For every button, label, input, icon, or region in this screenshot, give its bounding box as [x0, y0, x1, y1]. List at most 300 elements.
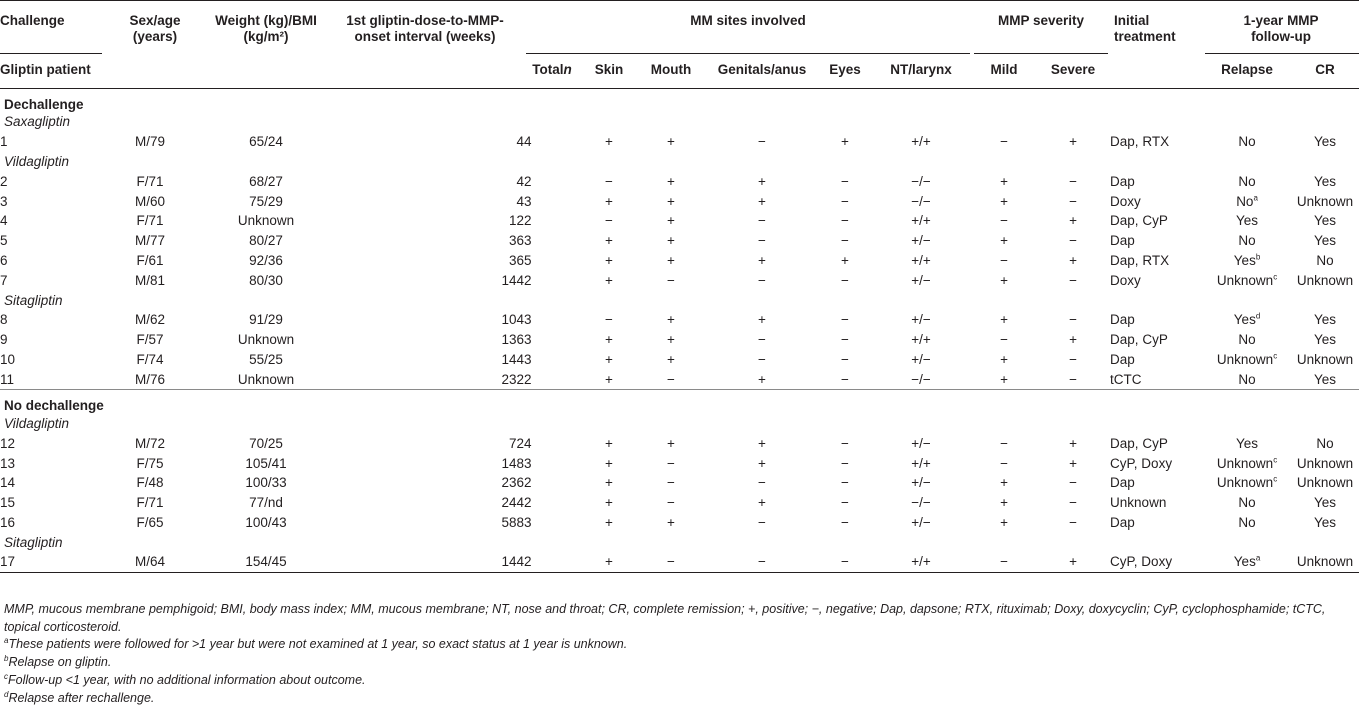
cell-initial-treatment: Dap, RTX	[1110, 252, 1170, 268]
cell-skin: +	[580, 370, 638, 390]
cell-mouth: +	[667, 134, 675, 150]
cell-patient-id: 13	[0, 455, 16, 471]
cell-initial-treatment: Doxy	[1110, 193, 1141, 209]
cell-relapse	[1203, 231, 1291, 251]
cell-severe: +	[1069, 134, 1077, 150]
cell-sex-age: F/71	[136, 495, 164, 511]
cell-mild: +	[1000, 193, 1008, 209]
table-header	[0, 1, 1359, 89]
cell-patient-id: 1	[0, 134, 8, 150]
cell-relapse	[1203, 434, 1291, 454]
cell-initial-treatment: CyP, Doxy	[1110, 455, 1173, 471]
footnote-marker: b	[1255, 252, 1261, 262]
header-nt-larynx: NT/larynx	[890, 62, 952, 77]
cell-eyes: −	[841, 475, 849, 491]
footnote-marker: c	[1273, 272, 1278, 282]
cell-mild: −	[1000, 213, 1008, 229]
relapse-value: Yes	[1233, 312, 1256, 328]
cell-patient-id: 10	[0, 351, 16, 367]
footnote-text: Relapse after rechallenge.	[8, 690, 155, 705]
relapse-value: No	[1238, 173, 1256, 189]
cell-skin: +	[605, 515, 613, 531]
cell-genitals: −	[758, 233, 766, 249]
cell-relapse	[1203, 310, 1291, 330]
cell-mouth: −	[667, 475, 675, 491]
cell-sex-age: M/62	[134, 312, 165, 328]
cell-total-n: 4	[524, 134, 532, 150]
cell-interval: 244	[501, 495, 524, 511]
table-row	[0, 330, 1359, 350]
table-row	[0, 192, 1359, 212]
cell-interval: 12	[508, 213, 524, 229]
footnote	[4, 636, 1354, 654]
section-title: Dechallenge	[4, 96, 84, 112]
header-mild: Mild	[990, 62, 1018, 77]
cell-interval: 4	[516, 193, 524, 209]
cell-nt-larynx: +/−	[911, 272, 931, 288]
footnote	[4, 654, 1354, 672]
cell-mouth: +	[667, 233, 675, 249]
header-skin: Skin	[594, 62, 624, 77]
cell-mild: +	[1000, 351, 1008, 367]
cell-mouth: +	[667, 193, 675, 209]
cell-nt-larynx: +/+	[911, 213, 931, 229]
cell-mouth: +	[667, 213, 675, 229]
relapse-value: Yes	[1236, 213, 1259, 229]
header-challenge: Challenge	[0, 1, 104, 55]
cell-severe: −	[1069, 272, 1077, 288]
cell-nt-larynx: +/+	[911, 332, 931, 348]
header-genitals: Genitals/anus	[717, 62, 807, 77]
cell-nt-larynx: +/−	[911, 351, 931, 367]
cell-initial-treatment: tCTC	[1110, 370, 1203, 390]
section-row	[0, 88, 1359, 113]
cell-sex-age: M/77	[134, 233, 165, 249]
cell-cr: Unknown	[1291, 553, 1359, 573]
cell-eyes: −	[841, 173, 849, 189]
cell-mouth: −	[667, 495, 675, 511]
cell-genitals: +	[758, 173, 766, 189]
cell-cr: Unknown	[1296, 272, 1354, 288]
cell-skin: +	[605, 233, 613, 249]
cell-weight-bmi: Unknown	[237, 213, 295, 229]
cell-total-n: 2	[524, 272, 532, 288]
cell-severe: +	[1069, 435, 1077, 451]
relapse-value: No	[1238, 371, 1256, 387]
cell-patient-id: 6	[0, 252, 8, 268]
cell-nt-larynx: +/−	[911, 435, 931, 451]
footnote-mark: c	[4, 671, 8, 681]
cell-patient-id: 3	[0, 193, 8, 209]
footnote-marker: c	[1273, 351, 1278, 361]
cell-relapse	[1203, 513, 1291, 533]
cell-relapse	[1203, 493, 1291, 513]
footnote-marker: d	[1255, 311, 1261, 321]
cell-mouth: +	[667, 351, 675, 367]
cell-genitals: −	[758, 475, 766, 491]
cell-relapse	[1203, 172, 1291, 192]
cell-mouth: +	[667, 515, 675, 531]
cell-nt-larynx: −/−	[870, 370, 972, 390]
cell-cr: Yes	[1314, 515, 1337, 531]
cell-relapse	[1203, 553, 1291, 573]
cell-severe: −	[1069, 495, 1077, 511]
cell-sex-age: M/64	[104, 553, 196, 573]
cell-mild: −	[1000, 134, 1008, 150]
cell-interval: 36	[508, 252, 524, 268]
cell-mouth: −	[667, 455, 675, 471]
cell-eyes: +	[841, 134, 849, 150]
cell-total-n: 2	[524, 553, 580, 573]
cell-mouth: +	[667, 173, 675, 189]
cell-mild: +	[1000, 475, 1008, 491]
table-row	[0, 454, 1359, 474]
cell-nt-larynx: +/−	[911, 475, 931, 491]
table-row	[0, 231, 1359, 251]
cell-weight-bmi: 70/25	[249, 435, 283, 451]
cell-mild: +	[1000, 515, 1008, 531]
cell-weight-bmi: 80/27	[249, 233, 283, 249]
relapse-value: Yes	[1233, 252, 1256, 268]
cell-total-n: 2	[524, 213, 532, 229]
cell-skin: +	[605, 455, 613, 471]
cell-severe: −	[1069, 351, 1077, 367]
cell-eyes: −	[820, 370, 870, 390]
relapse-value: Yes	[1233, 554, 1256, 570]
header-cr: CR	[1315, 62, 1335, 77]
table-row	[0, 493, 1359, 513]
header-initial-treatment: Initial treatment	[1114, 13, 1176, 44]
cell-initial-treatment: Dap	[1110, 233, 1135, 249]
cell-initial-treatment: Dap	[1110, 312, 1135, 328]
header-total-n: Totaln	[532, 62, 572, 77]
cell-weight-bmi: 100/43	[245, 515, 287, 531]
cell-sex-age: M/79	[134, 134, 165, 150]
cell-mouth: +	[667, 332, 675, 348]
cell-cr: Unknown	[1296, 351, 1354, 367]
footnote-marker: c	[1273, 474, 1278, 484]
table-row	[0, 434, 1359, 454]
relapse-value: No	[1238, 515, 1256, 531]
drug-name: Vildagliptin	[4, 416, 70, 432]
cell-patient-id: 14	[0, 475, 16, 491]
relapse-value: Unknown	[1216, 455, 1274, 471]
cell-interval: 4	[516, 173, 524, 189]
cell-eyes: −	[841, 193, 849, 209]
cell-sex-age: M/81	[134, 272, 165, 288]
cell-sex-age: M/76	[104, 370, 196, 390]
cell-relapse	[1203, 350, 1291, 370]
cell-patient-id: 15	[0, 495, 16, 511]
cell-eyes: −	[841, 272, 849, 288]
cell-interval: 236	[501, 475, 524, 491]
cell-weight-bmi: 80/30	[249, 272, 283, 288]
cell-weight-bmi: 91/29	[249, 312, 283, 328]
table-row	[0, 513, 1359, 533]
cell-genitals: +	[758, 495, 766, 511]
cell-patient-id: 2	[0, 173, 8, 189]
cell-severe: +	[1036, 553, 1110, 573]
drug-name: Vildagliptin	[4, 153, 70, 169]
cell-nt-larynx: +/+	[911, 455, 931, 471]
cell-initial-treatment: Dap	[1110, 475, 1135, 491]
cell-initial-treatment: Dap, RTX	[1110, 134, 1170, 150]
cell-skin: −	[605, 312, 613, 328]
cell-skin: +	[605, 193, 613, 209]
cell-relapse	[1203, 271, 1291, 291]
header-sex-age: Sex/age (years)	[129, 13, 181, 44]
cell-severe: −	[1036, 370, 1110, 390]
cell-cr: Yes	[1314, 134, 1337, 150]
cell-cr: No	[1316, 435, 1334, 451]
cell-relapse	[1203, 370, 1291, 390]
cell-relapse	[1203, 251, 1291, 271]
cell-nt-larynx: +/+	[911, 252, 931, 268]
cell-mild: +	[972, 370, 1036, 390]
header-eyes: Eyes	[829, 62, 861, 77]
cell-weight-bmi: 105/41	[245, 455, 287, 471]
cell-nt-larynx: +/−	[911, 515, 931, 531]
cell-eyes: −	[841, 455, 849, 471]
cell-nt-larynx: −/−	[911, 193, 931, 209]
header-severity: MMP severity	[972, 1, 1110, 55]
relapse-value: No	[1238, 332, 1256, 348]
relapse-value: Unknown	[1216, 351, 1274, 367]
cell-mild: −	[1000, 435, 1008, 451]
cell-severe: −	[1069, 173, 1077, 189]
cell-eyes: −	[841, 213, 849, 229]
cell-nt-larynx: −/−	[911, 173, 931, 189]
drug-group-row	[0, 414, 1359, 434]
cell-skin: +	[605, 495, 613, 511]
cell-total-n: 3	[524, 515, 532, 531]
cell-interval: 136	[501, 332, 524, 348]
table-row	[0, 310, 1359, 330]
table-footnotes	[4, 601, 1354, 707]
cell-initial-treatment: Doxy	[1110, 272, 1141, 288]
cell-relapse	[1203, 211, 1291, 231]
drug-group-row	[0, 152, 1359, 172]
cell-skin: +	[580, 553, 638, 573]
cell-genitals: −	[704, 553, 820, 573]
cell-severe: −	[1069, 312, 1077, 328]
cell-cr: Yes	[1291, 370, 1359, 390]
abbreviations-note: MMP, mucous membrane pemphigoid; BMI, body mass index; MM, mucous membrane; NT, nose and throat; CR, complete remission; +, positive; −, negative; Dap, dapsone; RTX, rituximab; Doxy, doxycyclin; CyP, cyclophosphamide; tCTC, topical corticosteroid.	[4, 602, 1326, 634]
footnote-text: These patients were followed for >1 year but were not examined at 1 year, so exact status at 1 year is unknown.	[8, 637, 628, 652]
cell-cr: Yes	[1314, 233, 1337, 249]
cell-mild: −	[1000, 252, 1008, 268]
cell-cr: Yes	[1314, 312, 1337, 328]
table-row	[0, 271, 1359, 291]
cell-initial-treatment: Dap	[1110, 351, 1135, 367]
footnote-marker: c	[1273, 455, 1278, 465]
cell-total-n: 3	[524, 332, 532, 348]
drug-name: Sitagliptin	[4, 292, 63, 308]
cell-cr: No	[1316, 252, 1334, 268]
footnote-text: Follow-up <1 year, with no additional information about outcome.	[8, 672, 366, 687]
cell-genitals: +	[758, 193, 766, 209]
cell-genitals: −	[758, 272, 766, 288]
cell-sex-age: F/74	[136, 351, 164, 367]
footnote-marker: a	[1253, 193, 1258, 203]
cell-cr: Unknown	[1296, 193, 1354, 209]
cell-relapse	[1203, 330, 1291, 350]
relapse-value: No	[1238, 495, 1256, 511]
relapse-value: Unknown	[1216, 272, 1274, 288]
cell-severe: −	[1069, 475, 1077, 491]
cell-total-n: 2	[524, 173, 532, 189]
cell-total-n: 3	[524, 455, 532, 471]
cell-interval: 144	[501, 272, 524, 288]
cell-sex-age: F/75	[136, 455, 164, 471]
cell-total-n: 2	[524, 495, 532, 511]
cell-eyes: −	[820, 553, 870, 573]
cell-total-n: 3	[524, 312, 532, 328]
cell-eyes: −	[841, 332, 849, 348]
cell-skin: +	[605, 332, 613, 348]
header-relapse: Relapse	[1221, 62, 1273, 77]
table-row	[0, 251, 1359, 271]
header-mouth: Mouth	[650, 62, 692, 77]
cell-patient-id: 16	[0, 515, 16, 531]
cell-relapse	[1203, 474, 1291, 494]
table-row	[0, 350, 1359, 370]
cell-mild: +	[1000, 312, 1008, 328]
cell-total-n: 2	[524, 370, 580, 390]
table-row	[0, 553, 1359, 573]
cell-severe: +	[1069, 332, 1077, 348]
cell-sex-age: M/72	[134, 435, 165, 451]
relapse-value: No	[1238, 233, 1256, 249]
cell-eyes: −	[841, 351, 849, 367]
cell-patient-id: 17	[0, 553, 104, 573]
table-row	[0, 370, 1359, 390]
cell-mild: −	[1000, 455, 1008, 471]
footnote-mark: a	[4, 636, 9, 646]
cell-genitals: −	[758, 332, 766, 348]
cell-patient-id: 11	[0, 370, 104, 390]
cell-severe: +	[1069, 213, 1077, 229]
cell-sex-age: F/48	[136, 475, 164, 491]
cell-weight-bmi: 154/45	[196, 553, 336, 573]
drug-group-row	[0, 291, 1359, 311]
cell-eyes: −	[841, 233, 849, 249]
header-severe: Severe	[1050, 62, 1096, 77]
cell-patient-id: 5	[0, 233, 8, 249]
cell-skin: +	[605, 351, 613, 367]
cell-skin: +	[605, 475, 613, 491]
cell-mouth: −	[638, 553, 704, 573]
cell-cr: Unknown	[1296, 475, 1354, 491]
cell-eyes: −	[841, 312, 849, 328]
drug-group-row	[0, 113, 1359, 133]
cell-total-n: 3	[524, 233, 532, 249]
cell-weight-bmi: 68/27	[249, 173, 283, 189]
cell-mouth: +	[667, 252, 675, 268]
cell-sex-age: M/60	[134, 193, 165, 209]
cell-genitals: −	[758, 515, 766, 531]
cell-skin: +	[605, 435, 613, 451]
footnote-marker: a	[1255, 553, 1261, 563]
relapse-value: Yes	[1236, 435, 1259, 451]
header-gliptin-patient: Gliptin patient	[0, 62, 91, 77]
table-row	[0, 172, 1359, 192]
cell-weight-bmi: Unknown	[237, 332, 295, 348]
table-row	[0, 211, 1359, 231]
cell-skin: +	[605, 252, 613, 268]
cell-total-n: 3	[524, 351, 532, 367]
cell-genitals: −	[758, 134, 766, 150]
cell-sex-age: F/71	[136, 173, 164, 189]
cell-mouth: +	[667, 435, 675, 451]
drug-name: Sitagliptin	[4, 534, 63, 550]
cell-total-n: 5	[524, 252, 532, 268]
footnote-mark: b	[4, 653, 9, 663]
cell-genitals: +	[758, 455, 766, 471]
cell-initial-treatment: CyP, Doxy	[1110, 553, 1203, 573]
cell-severe: −	[1069, 515, 1077, 531]
cell-initial-treatment: Dap, CyP	[1110, 332, 1168, 348]
cell-mouth: −	[667, 272, 675, 288]
cell-skin: +	[605, 272, 613, 288]
cell-nt-larynx: +/+	[911, 134, 931, 150]
cell-interval: 36	[508, 233, 524, 249]
cell-total-n: 2	[524, 475, 532, 491]
drug-name: Saxagliptin	[4, 114, 71, 130]
cell-sex-age: F/61	[136, 252, 164, 268]
cell-cr: Yes	[1314, 173, 1337, 189]
table-row	[0, 474, 1359, 494]
cell-eyes: −	[841, 495, 849, 511]
cell-nt-larynx: +/−	[911, 312, 931, 328]
footnote-list	[4, 636, 1354, 707]
section-title: No dechallenge	[4, 398, 104, 414]
cell-interval: 144	[336, 553, 524, 573]
cell-severe: −	[1069, 193, 1077, 209]
cell-relapse	[1203, 132, 1291, 152]
cell-mild: +	[1000, 233, 1008, 249]
footnote	[4, 672, 1354, 690]
cell-skin: −	[605, 213, 613, 229]
header-followup: 1-year MMP follow-up	[1203, 1, 1359, 55]
relapse-value: No	[1236, 193, 1254, 209]
cell-weight-bmi: 77/nd	[249, 495, 283, 511]
cell-patient-id: 8	[0, 312, 8, 328]
cell-sex-age: F/71	[136, 213, 164, 229]
cell-nt-larynx: +/−	[911, 233, 931, 249]
cell-relapse	[1203, 192, 1291, 212]
section-row	[0, 390, 1359, 415]
table-row	[0, 132, 1359, 152]
cell-skin: −	[605, 173, 613, 189]
cell-sex-age: F/57	[136, 332, 164, 348]
cell-total-n: 4	[524, 435, 532, 451]
cell-sex-age: F/65	[136, 515, 164, 531]
cell-mild: +	[1000, 173, 1008, 189]
footnote	[4, 690, 1354, 708]
cell-interval: 72	[508, 435, 524, 451]
cell-weight-bmi: 92/36	[249, 252, 283, 268]
header-weight: Weight (kg)/BMI (kg/m²)	[215, 13, 317, 44]
cell-mouth: −	[638, 370, 704, 390]
cell-mild: +	[1000, 272, 1008, 288]
cell-weight-bmi: 100/33	[245, 475, 287, 491]
cell-genitals: +	[758, 435, 766, 451]
cell-genitals: −	[758, 351, 766, 367]
cell-eyes: +	[841, 252, 849, 268]
cell-severe: −	[1069, 233, 1077, 249]
cell-patient-id: 4	[0, 213, 8, 229]
